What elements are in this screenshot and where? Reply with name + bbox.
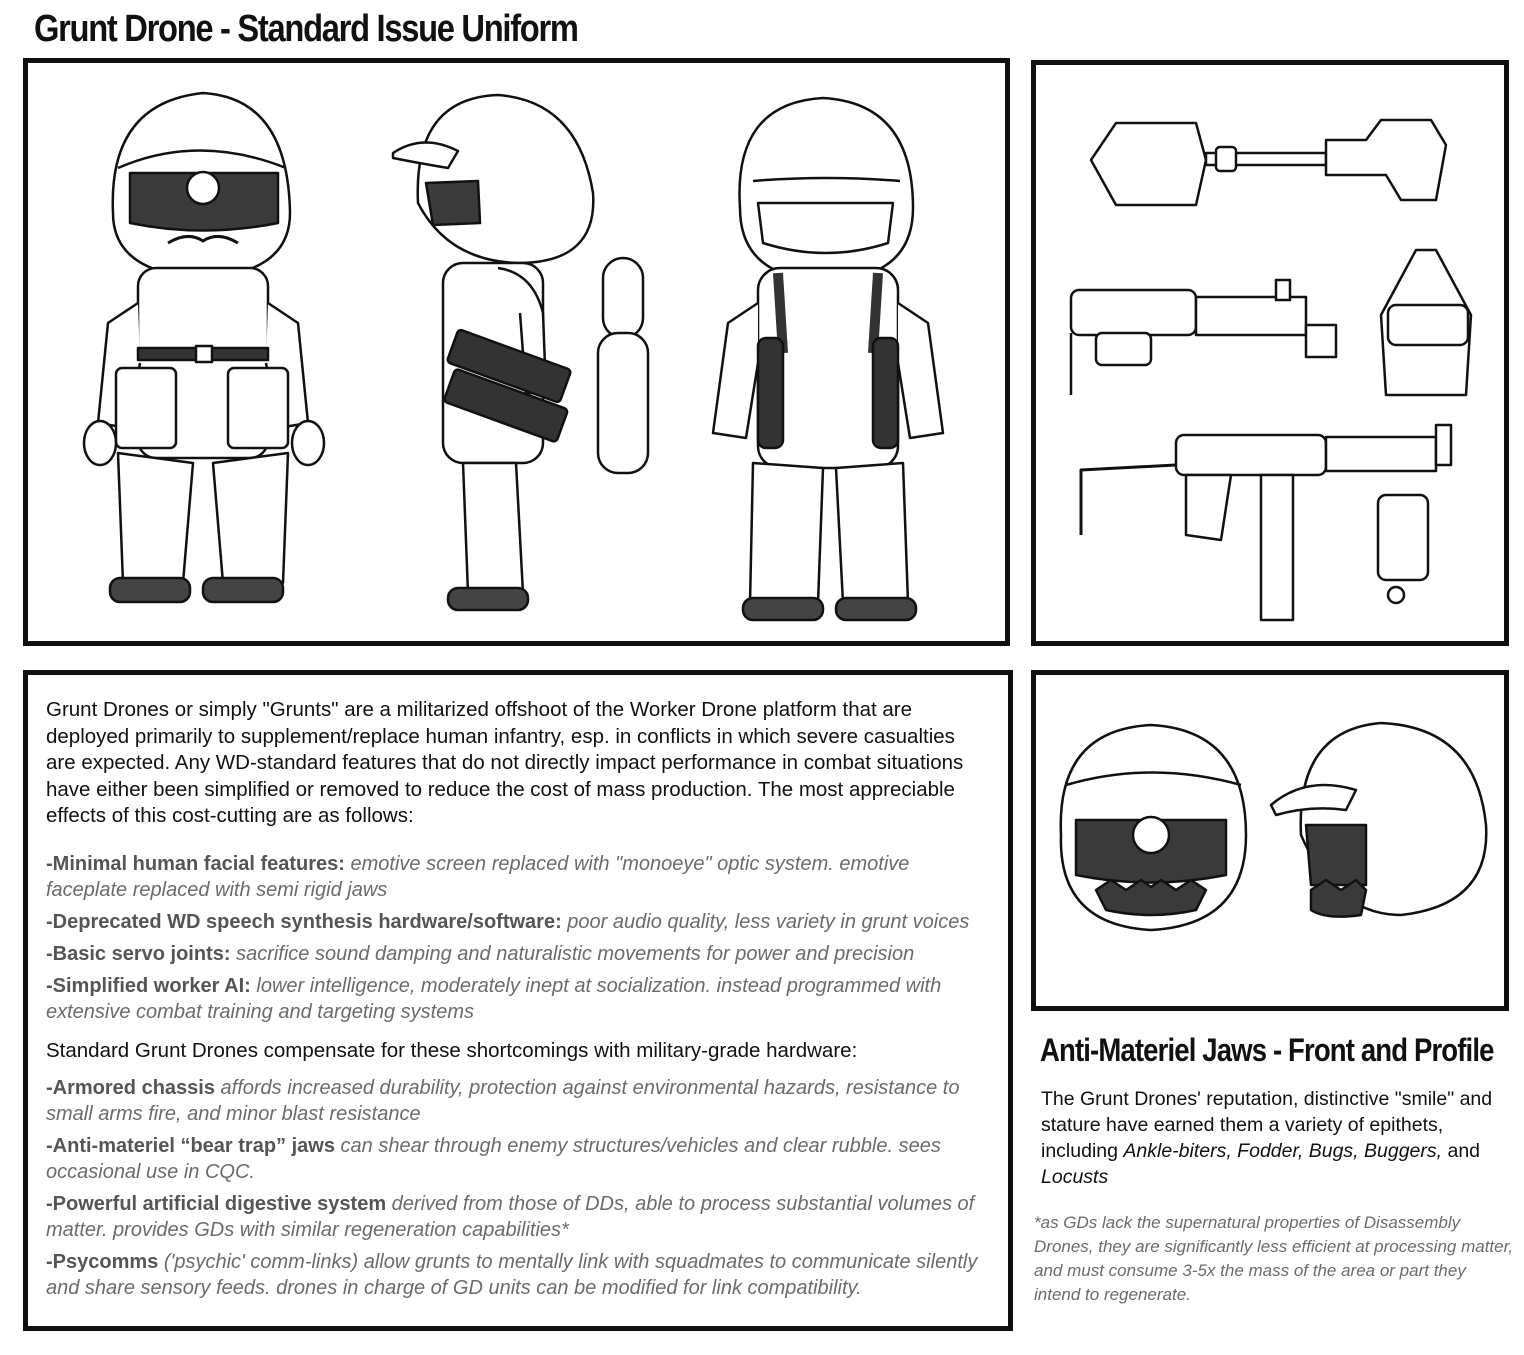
- feature-detail: ('psychic' comm-links) allow grunts to mentally link with squadmates to communicate silently and share sensory feeds. drones in charge of GD units can be modified for link compatibility.: [46, 1251, 978, 1299]
- feature-detail: sacrifice sound damping and naturalistic movements for power and precision: [230, 943, 915, 965]
- feature-name: -Minimal human facial features:: [46, 853, 345, 875]
- feature-detail: derived from those of DDs, able to process substantial volumes of matter. provides GDs with similar regeneration capabilities*: [46, 1193, 975, 1241]
- uniform-illustration-panel: [23, 58, 1010, 646]
- side-view-figure: [393, 95, 648, 610]
- feature-name: -Anti-materiel “bear trap” jaws: [46, 1135, 335, 1157]
- front-view-figure: [84, 93, 324, 602]
- feature-detail: affords increased durability, protection against environmental hazards, resistance to small arms fire, and minor blast resistance: [46, 1077, 960, 1125]
- feature-name: -Simplified worker AI:: [46, 975, 251, 997]
- feature-detail: emotive screen replaced with "monoeye" optic system. emotive faceplate replaced with semi rigid jaws: [46, 853, 910, 901]
- cost-cut-list: [46, 851, 990, 1031]
- list-item: [46, 1191, 990, 1243]
- epithets-last: Locusts: [1041, 1166, 1109, 1188]
- list-item: [46, 941, 990, 967]
- intro-paragraph: Grunt Drones or simply "Grunts" are a militarized offshoot of the Worker Drone platform that are deployed primarily to supplement/replace human infantry, esp. in conflicts in which severe casualties are expected. Any WD-standard features that do not directly impact performance in combat situations have either been simplified or removed to reduce the cost of mass production. The most appreciable effects of this cost-cutting are as follows:: [46, 698, 964, 827]
- hardware-list: [46, 1075, 990, 1307]
- list-item: [46, 1249, 990, 1301]
- feature-detail: poor audio quality, less variety in grunt voices: [561, 911, 970, 933]
- epithets-paragraph: [1041, 1086, 1511, 1190]
- list-item: [46, 851, 990, 903]
- feature-name: -Deprecated WD speech synthesis hardware/software:: [46, 911, 562, 933]
- back-view-figure: [713, 98, 943, 620]
- jaws-drawings: [1036, 675, 1504, 1006]
- list-item: [46, 1075, 990, 1127]
- feature-detail: lower intelligence, moderately inept at socialization. instead programmed with extensive combat training and targeting systems: [46, 975, 942, 1023]
- holster-pouch-icon: [1378, 495, 1428, 603]
- list-item: [46, 909, 990, 935]
- list-item: [46, 1133, 990, 1185]
- feature-name: -Powerful artificial digestive system: [46, 1193, 387, 1215]
- standard-hardware-heading: Standard Grunt Drones compensate for these shortcomings with military-grade hardware:: [46, 1039, 858, 1062]
- feature-name: -Psycomms: [46, 1251, 159, 1273]
- entrenching-shovel-icon: [1091, 120, 1446, 205]
- equipment-drawings: [1036, 65, 1504, 641]
- jaws-profile-head-icon: [1271, 723, 1486, 917]
- epithets-and: and: [1442, 1140, 1481, 1162]
- epithets-names: Ankle-biters, Fodder, Bugs, Buggers,: [1123, 1140, 1443, 1162]
- submachine-gun-folded-icon: [1071, 280, 1336, 395]
- jaws-caption-title: Anti-Materiel Jaws - Front and Profile: [1040, 1032, 1494, 1068]
- jaws-front-head-icon: [1061, 725, 1246, 930]
- feature-name: -Armored chassis: [46, 1077, 215, 1099]
- feature-name: -Basic servo joints:: [46, 943, 231, 965]
- footnote: *as GDs lack the supernatural properties of Disassembly Drones, they are significantly less efficient at processing matter, and must consume 3-5x the mass of the area or part they intend to regenerate.: [1034, 1213, 1514, 1304]
- jaws-illustration-panel: [1031, 670, 1509, 1011]
- page-title: Grunt Drone - Standard Issue Uniform: [34, 8, 578, 50]
- list-item: [46, 973, 990, 1025]
- epithets-lead: The Grunt Drones' reputation, distinctive "smile" and stature have earned them a variety of epithets, including: [1041, 1088, 1493, 1162]
- feature-detail: can shear through enemy structures/vehicles and clear rubble. sees occasional use in CQC.: [46, 1135, 941, 1183]
- description-panel: [23, 670, 1013, 1331]
- uniform-drawings: [28, 63, 1005, 641]
- jaw-guard-icon: [1381, 250, 1471, 395]
- equipment-illustration-panel: [1031, 60, 1509, 646]
